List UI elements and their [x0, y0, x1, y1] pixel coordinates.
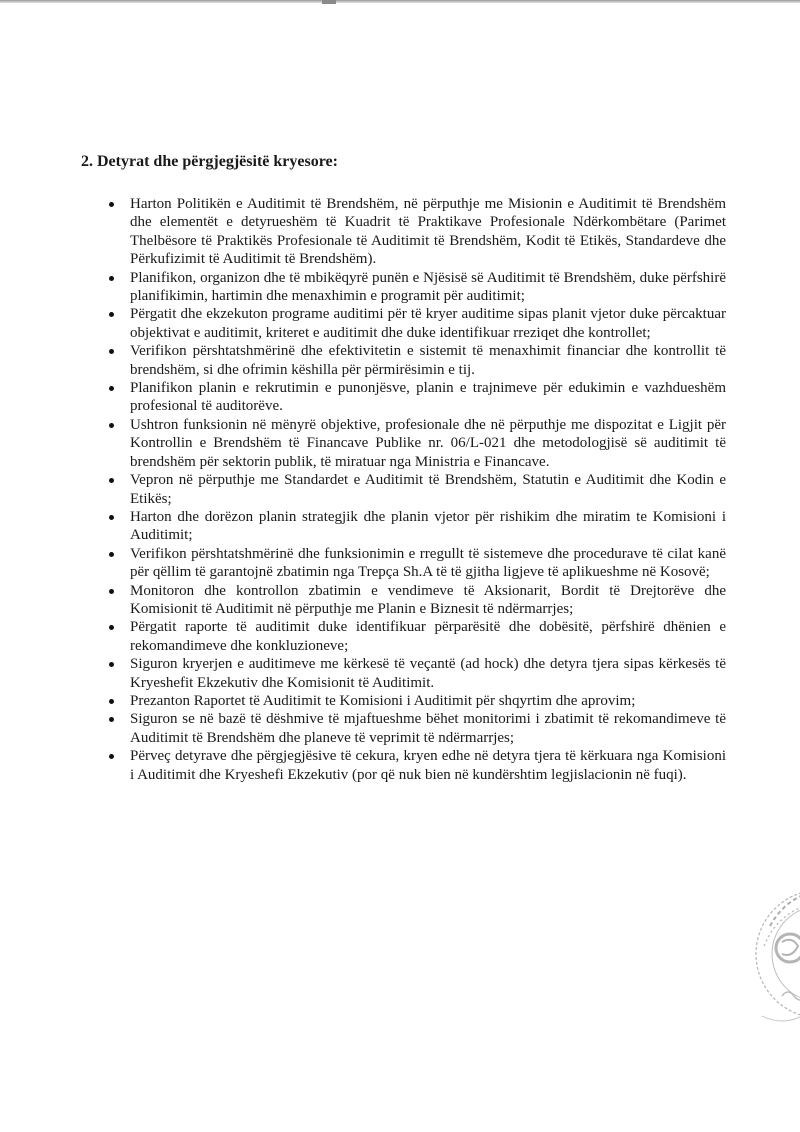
official-stamp — [752, 866, 800, 1042]
bullet-icon — [109, 699, 114, 704]
duty-item — [76, 269, 726, 306]
duty-item — [76, 582, 726, 619]
bullet-icon — [109, 386, 114, 391]
duty-item — [76, 710, 726, 747]
duty-item — [76, 655, 726, 692]
duty-item — [76, 342, 726, 379]
duty-text: Përveç detyrave dhe përgjegjësive të cekura, kryen edhe në detyra tjera të kërkuara nga Komisioni i Auditimit dhe Kryeshefi Ekzekutiv (por që nuk bien në kundërshtim legjislacionin në fuqi). — [130, 748, 726, 783]
stamp-seal-icon — [752, 866, 800, 1042]
bullet-icon — [109, 625, 114, 630]
bullet-icon — [109, 312, 114, 317]
bullet-icon — [109, 276, 114, 281]
duties-list — [76, 195, 726, 784]
section-heading: 2. Detyrat dhe përgjegjësitë kryesore: — [81, 153, 338, 170]
duty-text: Siguron kryerjen e auditimeve me kërkesë të veçantë (ad hock) dhe detyra tjera sipas kërkesës të Kryeshefit Ekzekutiv dhe Komisionit të Auditimit. — [130, 656, 726, 691]
duty-text: Ushtron funksionin në mënyrë objektive, profesionale dhe në përputhje me dispozitat e Ligjit për Kontrollin e Brendshëm të Financave Publike nr. 06/L-021 dhe metodologjisë së auditimit të brendshëm për sektorin publik, të miratuar nga Ministria e Financave. — [130, 416, 726, 470]
duty-text: Prezanton Raportet të Auditimit te Komisioni i Auditimit për shqyrtim dhe aprovim; — [130, 692, 636, 709]
bullet-icon — [109, 349, 114, 354]
duties-section — [76, 152, 726, 784]
duty-item — [76, 692, 726, 710]
duty-item — [76, 471, 726, 508]
duty-text: Vepron në përputhje me Standardet e Auditimit të Brendshëm, Statutin e Auditimit dhe Kodin e Etikës; — [130, 472, 726, 507]
duty-item — [76, 545, 726, 582]
duty-text: Siguron se në bazë të dëshmive të mjaftueshme bëhet monitorimi i zbatimit të rekomandimeve të Auditimit të Brendshëm dhe planeve të veprimit të ndërmarrjes; — [130, 711, 726, 746]
duty-item — [76, 195, 726, 269]
bullet-icon — [109, 423, 114, 428]
duty-text: Verifikon përshtatshmërinë dhe efektivitetin e sistemit të menaxhimit financiar dhe kontrollit të brendshëm, si dhe ofrimin këshilla për përmirësimin e tij. — [130, 343, 726, 378]
duty-text: Përgatit raporte të auditimit duke identifikuar përparësitë dhe dobësitë, përfshirë dhënien e rekomandimeve dhe konkluzioneve; — [130, 619, 726, 654]
bullet-icon — [109, 478, 114, 483]
duty-text: Planifikon planin e rekrutimin e punonjësve, planin e trajnimeve për edukimin e vazhdueshëm profesional të auditorëve. — [130, 380, 726, 415]
bullet-icon — [109, 552, 114, 557]
bullet-icon — [109, 589, 114, 594]
duty-item — [76, 508, 726, 545]
duty-item — [76, 305, 726, 342]
scan-mark — [322, 0, 336, 4]
duty-text: Harton Politikën e Auditimit të Brendshëm, në përputhje me Misionin e Auditimit të Brendshëm dhe elementët e detyrueshëm të Kuadrit të Praktikave Profesionale Ndërkombëtare (Parimet Thelbësore të Praktikës Profesionale të Auditimit të Brendshëm, Kodit të Etikës, Standardeve dhe Përkufizimit të Auditimit të Brendshëm). — [130, 196, 726, 268]
duty-text: Monitoron dhe kontrollon zbatimin e vendimeve të Aksionarit, Bordit të Drejtorëve dhe Komisionit të Auditimit në përputhje me Planin e Biznesit të ndërmarrjes; — [130, 582, 726, 617]
bullet-icon — [109, 662, 114, 667]
duty-item — [76, 379, 726, 416]
duty-text: Verifikon përshtatshmërinë dhe funksionimin e rregullt të sistemeve dhe procedurave të cilat kanë për qëllim të garantojnë zbatimin nga Trepça Sh.A të të gjitha ligjeve të aplikueshme në Kosovë; — [130, 545, 726, 581]
bullet-icon — [109, 515, 114, 520]
bullet-icon — [109, 717, 114, 722]
bullet-icon — [109, 202, 114, 207]
duty-item — [76, 747, 726, 784]
duty-text: Planifikon, organizon dhe të mbikëqyrë punën e Njësisë së Auditimit të Brendshëm, duke përfshirë planifikimin, hartimin dhe menaxhimin e programit për auditimit; — [130, 269, 726, 305]
duty-text: Përgatit dhe ekzekuton programe auditimi për të kryer auditime sipas planit vjetor duke përcaktuar objektivat e auditimit, kriteret e auditimit dhe duke identifikuar rreziqet dhe kontrollet; — [130, 306, 726, 341]
bullet-icon — [109, 754, 114, 759]
duty-item — [76, 618, 726, 655]
duty-item — [76, 416, 726, 471]
scan-top-edge — [0, 0, 800, 3]
duty-text: Harton dhe dorëzon planin strategjik dhe planin vjetor për rishikim dhe miratim te Komisioni i Auditimit; — [130, 508, 726, 544]
